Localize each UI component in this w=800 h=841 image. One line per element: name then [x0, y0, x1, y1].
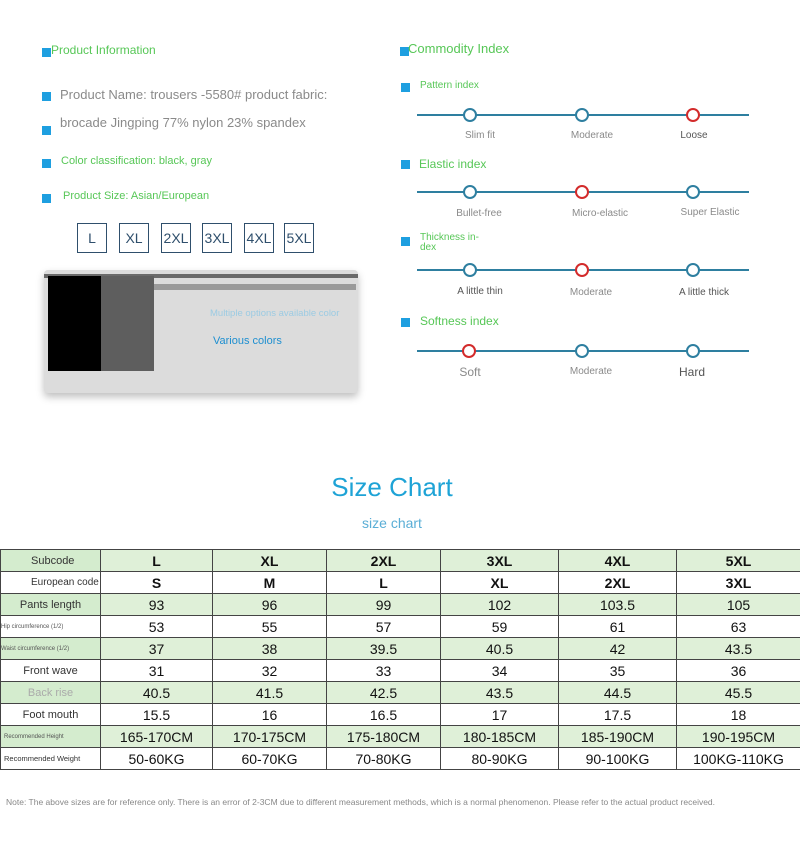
multiple-options-text: Multiple options available color: [210, 308, 340, 319]
thickness-label-a-little-thick: A little thick: [678, 287, 730, 298]
table-row: [1, 638, 800, 660]
row-label: Subcode: [1, 550, 101, 572]
color-classification: Color classification: black, gray: [61, 155, 213, 167]
table-cell: 45.5: [677, 682, 800, 704]
table-cell: 34: [441, 660, 559, 682]
table-cell: 105: [677, 594, 800, 616]
table-cell: 17.5: [559, 704, 677, 726]
table-cell: 38: [213, 638, 327, 660]
table-cell: 2XL: [559, 572, 677, 594]
size-option-5xl: 5XL: [284, 223, 314, 253]
table-cell: 61: [559, 616, 677, 638]
size-option-2xl: 2XL: [161, 223, 191, 253]
pattern-index-title: Pattern index: [420, 80, 479, 91]
table-cell: XL: [441, 572, 559, 594]
color-swatch-gray: [101, 276, 154, 371]
row-label: European code: [1, 572, 101, 594]
table-cell: S: [101, 572, 213, 594]
row-label: Back rise: [1, 682, 101, 704]
table-row: [1, 550, 800, 572]
elastic-index-title: Elastic index: [419, 157, 487, 171]
pattern-label-moderate: Moderate: [570, 130, 614, 141]
commodity-index-heading: Commodity Index: [408, 41, 510, 56]
table-cell: 60-70KG: [213, 748, 327, 770]
bullet-icon: [42, 194, 51, 203]
pattern-label-loose: Loose: [680, 130, 708, 141]
table-cell: 3XL: [677, 572, 800, 594]
bullet-icon: [401, 160, 410, 169]
size-option-l: L: [77, 223, 107, 253]
product-name-line-2: brocade Jingping 77% nylon 23% spandex: [60, 115, 306, 130]
table-cell: 36: [677, 660, 800, 682]
table-cell: 93: [101, 594, 213, 616]
table-cell: 44.5: [559, 682, 677, 704]
table-cell: 70-80KG: [327, 748, 441, 770]
table-cell: 180-185CM: [441, 726, 559, 748]
table-cell: 2XL: [327, 550, 441, 572]
row-label: Waist circumference (1/2): [1, 638, 101, 660]
size-option-3xl: 3XL: [202, 223, 232, 253]
softness-label-soft: Soft: [459, 365, 481, 379]
table-cell: XL: [213, 550, 327, 572]
table-cell: 57: [327, 616, 441, 638]
elastic-dot-micro-elastic-selected: [575, 185, 589, 199]
table-cell: L: [101, 550, 213, 572]
size-option-4xl: 4XL: [244, 223, 274, 253]
table-cell: 90-100KG: [559, 748, 677, 770]
size-chart-title: Size Chart: [331, 472, 453, 502]
table-cell: 31: [101, 660, 213, 682]
row-label: Recommended Height: [1, 726, 101, 748]
bullet-icon: [42, 159, 51, 168]
softness-dot-moderate: [575, 344, 589, 358]
table-cell: 42: [559, 638, 677, 660]
table-cell: 5XL: [677, 550, 800, 572]
softness-label-hard: Hard: [678, 365, 705, 379]
row-label: Foot mouth: [1, 704, 101, 726]
color-swatch-black: [48, 276, 101, 371]
pattern-dot-loose-selected: [686, 108, 700, 122]
table-cell: 63: [677, 616, 800, 638]
table-cell: 16: [213, 704, 327, 726]
bullet-icon: [401, 237, 410, 246]
pattern-label-slim-fit: Slim fit: [465, 130, 495, 141]
table-cell: 3XL: [441, 550, 559, 572]
bullet-icon: [401, 83, 410, 92]
thickness-label-a-little-thin: A little thin: [457, 286, 503, 297]
table-cell: 35: [559, 660, 677, 682]
table-cell: 17: [441, 704, 559, 726]
table-cell: 55: [213, 616, 327, 638]
table-cell: 40.5: [441, 638, 559, 660]
softness-dot-soft-selected: [462, 344, 476, 358]
table-cell: 43.5: [677, 638, 800, 660]
table-cell: 190-195CM: [677, 726, 800, 748]
softness-index-title: Softness index: [420, 314, 499, 328]
table-row: [1, 704, 800, 726]
table-row: [1, 660, 800, 682]
table-cell: 32: [213, 660, 327, 682]
table-cell: 100KG-110KG: [677, 748, 800, 770]
table-cell: 165-170CM: [101, 726, 213, 748]
softness-label-moderate: Moderate: [569, 366, 613, 377]
table-cell: 15.5: [101, 704, 213, 726]
table-cell: 41.5: [213, 682, 327, 704]
row-label: Recommended Weight: [1, 748, 101, 770]
size-option-xl: XL: [119, 223, 149, 253]
card-accent-bar: [154, 284, 356, 290]
table-row: [1, 682, 800, 704]
bullet-icon: [42, 92, 51, 101]
row-label: Hip circumference (1/2): [1, 616, 101, 638]
product-name-line-1: Product Name: trousers -5580# product fabric:: [60, 87, 328, 102]
table-cell: 39.5: [327, 638, 441, 660]
table-cell: 80-90KG: [441, 748, 559, 770]
thickness-dot-a-little-thin: [463, 263, 477, 277]
bullet-icon: [401, 318, 410, 327]
elastic-label-super-elastic: Super Elastic: [680, 207, 740, 218]
table-cell: 18: [677, 704, 800, 726]
table-cell: M: [213, 572, 327, 594]
table-cell: L: [327, 572, 441, 594]
bullet-icon: [42, 48, 51, 57]
table-cell: 4XL: [559, 550, 677, 572]
pattern-dot-slim-fit: [463, 108, 477, 122]
measurement-note: Note: The above sizes are for reference only. There is an error of 2-3CM due to different measurement methods, which is a normal phenomenon. Please refer to the actual product received.: [6, 797, 716, 807]
table-cell: 33: [327, 660, 441, 682]
table-cell: 99: [327, 594, 441, 616]
table-cell: 185-190CM: [559, 726, 677, 748]
table-cell: 50-60KG: [101, 748, 213, 770]
elastic-label-micro-elastic: Micro-elastic: [571, 208, 629, 219]
table-cell: 37: [101, 638, 213, 660]
row-label: Front wave: [1, 660, 101, 682]
table-cell: 102: [441, 594, 559, 616]
size-chart-subtitle: size chart: [362, 515, 422, 531]
various-colors-text: Various colors: [213, 335, 282, 347]
table-cell: 53: [101, 616, 213, 638]
table-cell: 16.5: [327, 704, 441, 726]
table-cell: 96: [213, 594, 327, 616]
thickness-index-title: Thickness in- dex: [420, 232, 479, 253]
thickness-dot-moderate-selected: [575, 263, 589, 277]
table-row: [1, 594, 800, 616]
elastic-dot-bullet-free: [463, 185, 477, 199]
color-options-card: [44, 270, 358, 393]
elastic-label-bullet-free: Bullet-free: [456, 208, 502, 219]
table-row: [1, 748, 800, 770]
table-row: [1, 726, 800, 748]
table-cell: 42.5: [327, 682, 441, 704]
size-chart-table: [0, 549, 800, 770]
softness-dot-hard: [686, 344, 700, 358]
elastic-dot-super-elastic: [686, 185, 700, 199]
table-cell: 175-180CM: [327, 726, 441, 748]
table-cell: 40.5: [101, 682, 213, 704]
table-cell: 170-175CM: [213, 726, 327, 748]
pattern-dot-moderate: [575, 108, 589, 122]
thickness-label-moderate: Moderate: [569, 287, 613, 298]
row-label: Pants length: [1, 594, 101, 616]
thickness-dot-a-little-thick: [686, 263, 700, 277]
table-row: [1, 572, 800, 594]
product-size: Product Size: Asian/European: [63, 190, 210, 202]
table-cell: 59: [441, 616, 559, 638]
bullet-icon: [42, 126, 51, 135]
product-info-heading: Product Information: [51, 43, 156, 57]
table-row: [1, 616, 800, 638]
table-cell: 43.5: [441, 682, 559, 704]
table-cell: 103.5: [559, 594, 677, 616]
